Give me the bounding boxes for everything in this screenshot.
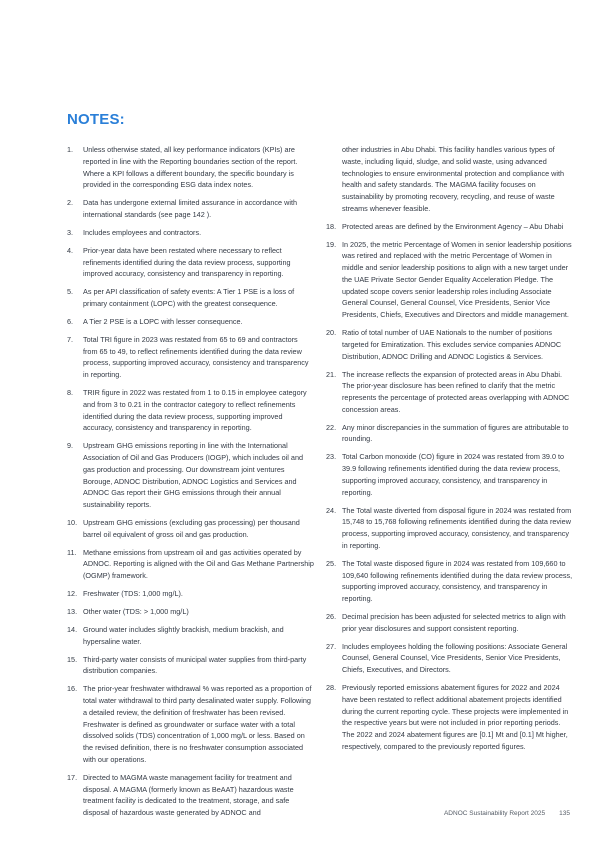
note-text: Third-party water consists of municipal water supplies from third-party distribution companies.: [83, 654, 307, 676]
notes-column-right: [326, 144, 573, 759]
note-number: 2.: [67, 198, 74, 208]
note-item: [326, 369, 573, 416]
note-text: The increase reflects the expansion of protected areas in Abu Dhabi. The prior-year disclosure has been refined to clarify that the metric represents the percentage of protected areas overlapping with ADNOC concession areas.: [342, 369, 570, 414]
note-item: [67, 772, 314, 819]
note-item: [326, 611, 573, 635]
note-number: 8.: [67, 388, 74, 398]
note-number: 20.: [326, 328, 337, 338]
note-number: 28.: [326, 683, 337, 693]
note-text: Directed to MAGMA waste management facility for treatment and disposal. A MAGMA (formerly known as BeAAT) hazardous waste treatment facility is dedicated to the treatment, storage, and safe disposal of hazardous waste generated by ADNOC and: [83, 772, 294, 817]
note-number: 13.: [67, 607, 78, 616]
note-item: [67, 144, 314, 191]
note-number: 5.: [67, 287, 74, 297]
note-number: 24.: [326, 505, 337, 515]
notes-heading: NOTES:: [67, 111, 125, 128]
note-number: 15.: [67, 654, 78, 664]
page-number: 135: [559, 810, 570, 817]
note-number: 17.: [67, 772, 78, 782]
note-text: Total TRI figure in 2023 was restated from 65 to 69 and contractors from 65 to 49, to reflect refinements identified during the data review process, supporting improved accuracy, consistency and transparency in reporting.: [83, 334, 309, 380]
note-number: 14.: [67, 624, 78, 634]
note-number: 12.: [67, 589, 78, 599]
note-text: Ground water includes slightly brackish, medium brackish, and hypersaline water.: [83, 624, 284, 646]
note-text: Data has undergone external limited assurance in accordance with international standards (see page 142 ).: [83, 198, 297, 219]
note-text: The prior-year freshwater withdrawal % was reported as a proportion of total water withdrawal to third party desalinated water supply. Following a detailed review, the definition of freshwater has been revised. Freshwater is defined as groundwater or surface water with a total dissolved solids (TDS) concentration of 1,000 mg/L or less. Based on the revised definition, there is no freshwater consumption associated with our operations.: [83, 684, 312, 764]
note-item: [67, 227, 314, 239]
note-item: [67, 286, 314, 310]
note-item: [326, 558, 573, 605]
note-text: Prior-year data have been restated where necessary to reflect refinements identified during the data review process, supporting improved accuracy, consistency and transparency in reporting.: [83, 245, 291, 279]
note-item: [326, 641, 573, 676]
note-item: [326, 422, 573, 446]
note-number: 27.: [326, 641, 337, 651]
note-17-continuation: other industries in Abu Dhabi. This facility handles various types of waste, including liquid, sludge, and solid waste, using advanced technologies to ensure environmental protection and compliance with health and safety standards. The MAGMA facility focuses on sustainability by promoting recovery, recycling, and reuse of waste streams whenever feasible.: [342, 145, 565, 213]
note-text: TRIR figure in 2022 was restated from 1 to 0.15 in employee category and from 3 to 0.21 in the contractor category to reflect refinements identified during the data review process, supporting improved accuracy, consistency and transparency in reporting.: [83, 388, 307, 433]
note-text: As per API classification of safety events: A Tier 1 PSE is a loss of primary containment (LOPC) with the greatest consequence.: [83, 287, 295, 308]
note-number: 18.: [326, 221, 337, 231]
note-text: In 2025, the metric Percentage of Women in senior leadership positions was retired and replaced with the metric Percentage of Women in middle and senior leadership positions to align with a new target under the UAE Private Sector Gender Equality Acceleration Pledge. The updated scope covers senior leadership roles including Associate General Counsel, General Counsel, Vice Presidents, Senior Vice Presidents, Chiefs, Executives and Directors and middle management.: [342, 239, 572, 320]
note-item: [67, 517, 314, 541]
note-text: Decimal precision has been adjusted for selected metrics to align with prior year disclosures and support consistent reporting.: [342, 611, 566, 633]
note-item: [326, 239, 573, 321]
note-text: Upstream GHG emissions reporting in line with the International Association of Oil and Gas Producers (IOGP), which includes oil and gas production and processing. Our downstream joint ventures Borouge, ADNOC Distribution, ADNOC Logistics and Services and ADNOC Gas report their GHG emissions through their annual sustainability reports.: [83, 441, 304, 509]
note-number: 9.: [67, 441, 74, 451]
report-title: ADNOC Sustainability Report 2025: [443, 810, 546, 817]
note-item: [326, 451, 573, 498]
note-item: [67, 316, 314, 328]
note-text: Includes employees holding the following positions: Associate General Counsel, General Counsel, Vice Presidents, Senior Vice Presidents, Chiefs, Executives, and Directors.: [342, 641, 568, 675]
note-item: [67, 245, 314, 280]
note-text: Protected areas are defined by the Environment Agency – Abu Dhabi: [342, 221, 564, 231]
note-item: [326, 505, 573, 552]
note-number: 25.: [326, 558, 337, 568]
note-item: [326, 221, 573, 233]
note-number: 21.: [326, 369, 337, 379]
note-text: A Tier 2 PSE is a LOPC with lesser consequence.: [83, 316, 243, 326]
note-text: The Total waste diverted from disposal figure in 2024 was restated from 15,748 to 15,768 following refinements identified during the data review process, supporting improved accuracy, consistency, and transparency in reporting.: [342, 505, 572, 550]
note-text: Methane emissions from upstream oil and gas activities operated by ADNOC. Reporting is aligned with the Oil and Gas Methane Partnership (OGMP) framework.: [83, 547, 314, 581]
note-item: [67, 440, 314, 511]
note-text: Upstream GHG emissions (excluding gas processing) per thousand barrel oil equivalent of gross oil and gas production.: [83, 517, 300, 539]
note-number: 26.: [326, 611, 337, 621]
note-item: [67, 624, 314, 648]
note-text: Previously reported emissions abatement figures for 2022 and 2024 have been restated to reflect additional abatement projects identified during the current reporting cycle. These projects were implemented in the respective years but were not included in prior reporting periods. The 2022 and 2024 abatement figures are [0.1] Mt and [0.1] Mt higher, respectively, compared to the previously reported figures.: [342, 683, 569, 751]
note-number: 10.: [67, 517, 78, 527]
note-item: [67, 588, 314, 600]
note-item: [67, 197, 314, 221]
note-number: 1.: [67, 145, 74, 154]
note-item: [67, 387, 314, 434]
note-number: 7.: [67, 334, 74, 344]
note-number: 16.: [67, 684, 78, 694]
note-item: [67, 547, 314, 582]
note-text: Any minor discrepancies in the summation of figures are attributable to rounding.: [342, 422, 569, 444]
note-number: 23.: [326, 452, 337, 462]
note-number: 6.: [67, 316, 74, 326]
note-item: [67, 334, 314, 381]
note-text: Freshwater (TDS: 1,000 mg/L).: [83, 589, 183, 599]
note-item: [326, 327, 573, 362]
note-number: 19.: [326, 239, 337, 249]
note-number: 4.: [67, 245, 74, 255]
notes-column-left: [67, 144, 314, 825]
note-item: [326, 682, 573, 753]
note-text: Ratio of total number of UAE Nationals to the number of positions targeted for Emiratization. This excludes service companies ADNOC Distribution, ADNOC Drilling and ADNOC Logistics & Services.: [342, 328, 562, 361]
note-number: 3.: [67, 227, 74, 237]
note-text: Includes employees and contractors.: [83, 227, 202, 237]
note-text: Total Carbon monoxide (CO) figure in 2024 was restated from 39.0 to 39.9 following refinements identified during the data review process, supporting improved accuracy, consistency, and transparency in reporting.: [342, 452, 565, 497]
note-number: 22.: [326, 422, 337, 432]
note-number: 11.: [67, 547, 77, 557]
note-text: Unless otherwise stated, all key performance indicators (KPIs) are reported in line with the Reporting boundaries section of the report. Where a KPI follows a different boundary, the specific boundary is provided in the corresponding ESG data index notes.: [83, 145, 298, 190]
page-footer: [444, 810, 570, 817]
note-text: The Total waste disposed figure in 2024 was restated from 109,660 to 109,640 following refinements identified during the data review process, supporting improved accuracy, consistency, and transparency in reporting.: [342, 558, 573, 603]
note-text: Other water (TDS: > 1,000 mg/L): [83, 607, 189, 616]
note-item: [67, 606, 314, 618]
note-item: [67, 683, 314, 765]
note-item: [67, 654, 314, 678]
